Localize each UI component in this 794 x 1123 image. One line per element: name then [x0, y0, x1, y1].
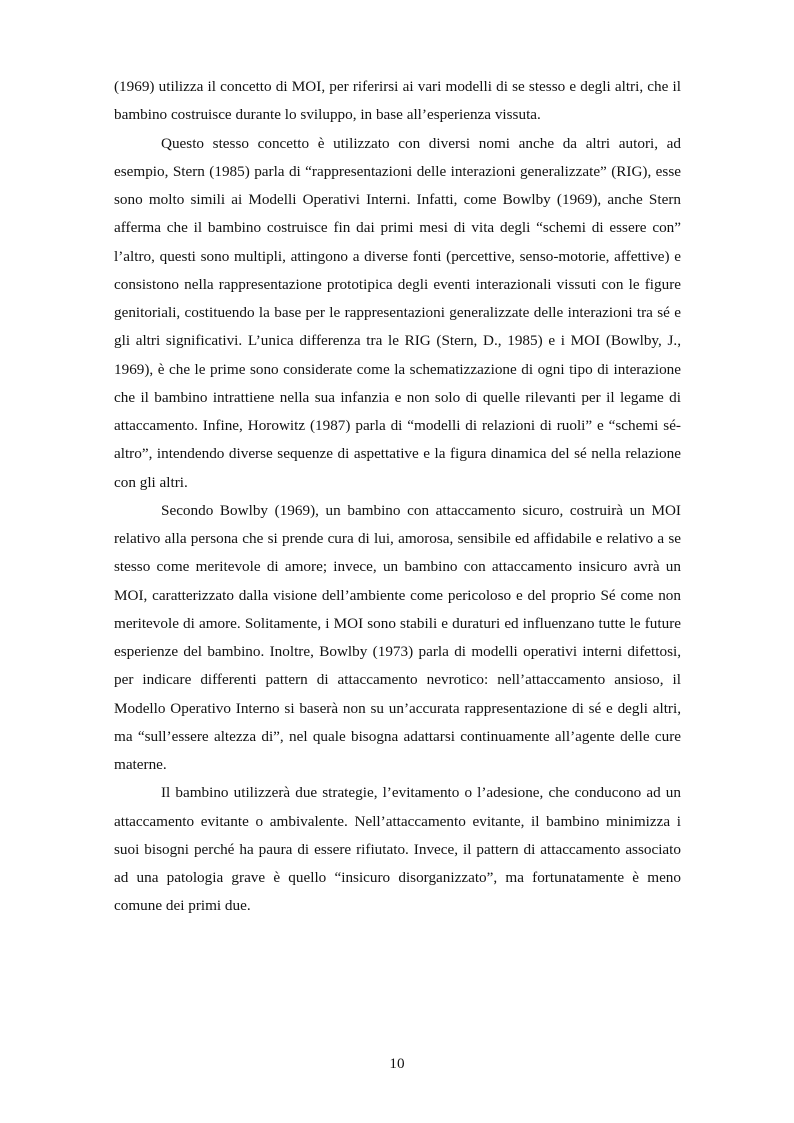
- paragraph-2: Questo stesso concetto è utilizzato con diversi nomi anche da altri autori, ad esempio, Stern (1985) parla di “rappresentazioni delle interazioni generalizzate” (RIG), esse sono molto simili ai Modelli Operativi Interni. Infatti, come Bowlby (1969), anche Stern afferma che il bambino costruisce fin dai primi mesi di vita degli “schemi di essere con” l’altro, questi sono multipli, attingono a diverse fonti (percettive, senso-motorie, affettive) e consistono nella rappresentazione prototipica degli eventi interazionali vissuti con le figure genitoriali, costituendo la base per le rappresentazioni generalizzate delle interazioni tra sé e gli altri significativi. L’unica differenza tra le RIG (Stern, D., 1985) e i MOI (Bowlby, J., 1969), è che le prime sono considerate come la schematizzazione di ogni tipo di interazione che il bambino intrattiene nella sua infanzia e non solo di quelle rilevanti per il legame di attaccamento. Infine, Horowitz (1987) parla di “modelli di relazioni di ruoli” e “schemi sé-altro”, intendendo diverse sequenze di aspettative e la figura dinamica del sé nella relazione con gli altri.: [114, 134, 681, 491]
- paragraph-4: Il bambino utilizzerà due strategie, l’evitamento o l’adesione, che conducono ad un attaccamento evitante o ambivalente. Nell’attaccamento evitante, il bambino minimizza i suoi bisogni perché ha paura di essere rifiutato. Invece, il pattern di attaccamento associato ad una patologia grave è quello “insicuro disorganizzato”, ma fortunatamente è meno comune dei primi due.: [114, 784, 681, 915]
- paragraph-1: (1969) utilizza il concetto di MOI, per riferirsi ai vari modelli di se stesso e degli altri, che il bambino costruisce durante lo sviluppo, in base all’esperienza vissuta.: [114, 78, 681, 124]
- paragraph-3: Secondo Bowlby (1969), un bambino con attaccamento sicuro, costruirà un MOI relativo alla persona che si prende cura di lui, amorosa, sensibile ed affidabile e relativo a se stesso come meritevole di amore; invece, un bambino con attaccamento insicuro avrà un MOI, caratterizzato dalla visione dell’ambiente come pericoloso e del proprio Sé come non meritevole di amore. Solitamente, i MOI sono stabili e duraturi ed influenzano tutte le future esperienze del bambino. Inoltre, Bowlby (1973) parla di modelli operativi interni difettosi, per indicare differenti pattern di attaccamento nevrotico: nell’attaccamento ansioso, il Modello Operativo Interno si baserà non su un’accurata rappresentazione di sé e degli altri, ma “sull’essere altezza di”, nel quale bisogna adattarsi continuamente all’agente delle cure materne.: [114, 501, 681, 773]
- page-number: 10: [389, 1055, 405, 1072]
- page-body: [114, 73, 681, 921]
